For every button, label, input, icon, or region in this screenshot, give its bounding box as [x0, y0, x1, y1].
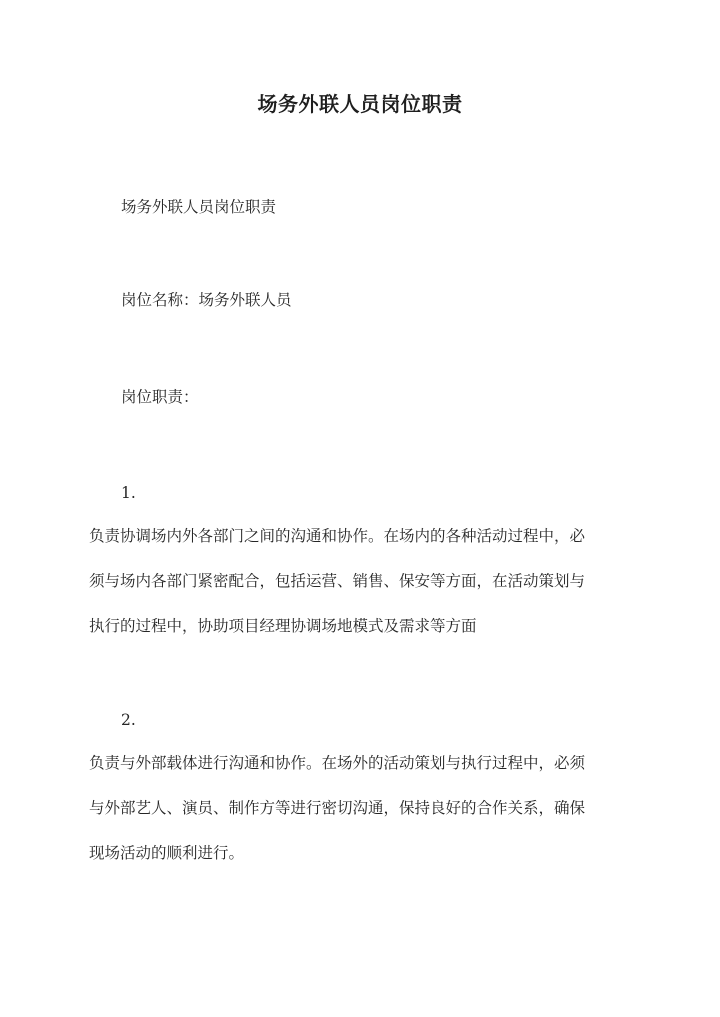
item-paragraph-2	[89, 741, 634, 876]
paragraph-line: 执行的过程中，协助项目经理协调场地模式及需求等方面	[89, 617, 477, 635]
duties-heading: 岗位职责：	[121, 388, 199, 406]
paragraph-line: 须与场内各部门紧密配合，包括运营、销售、保安等方面，在活动策划与	[89, 572, 586, 590]
item-number-1: 1.	[121, 484, 136, 502]
item-number-2: 2.	[121, 711, 136, 729]
document-title: 场务外联人员岗位职责	[257, 92, 463, 116]
position-name: 岗位名称：场务外联人员	[121, 291, 292, 309]
item-paragraph-1	[89, 514, 634, 649]
paragraph-line: 负责协调场内外各部门之间的沟通和协作。在场内的各种活动过程中，必	[89, 527, 586, 545]
paragraph-line: 与外部艺人、演员、制作方等进行密切沟通，保持良好的合作关系，确保	[89, 799, 586, 817]
section-subtitle: 场务外联人员岗位职责	[121, 198, 277, 216]
paragraph-line: 现场活动的顺利进行。	[89, 844, 245, 862]
paragraph-line: 负责与外部载体进行沟通和协作。在场外的活动策划与执行过程中，必须	[89, 754, 586, 772]
